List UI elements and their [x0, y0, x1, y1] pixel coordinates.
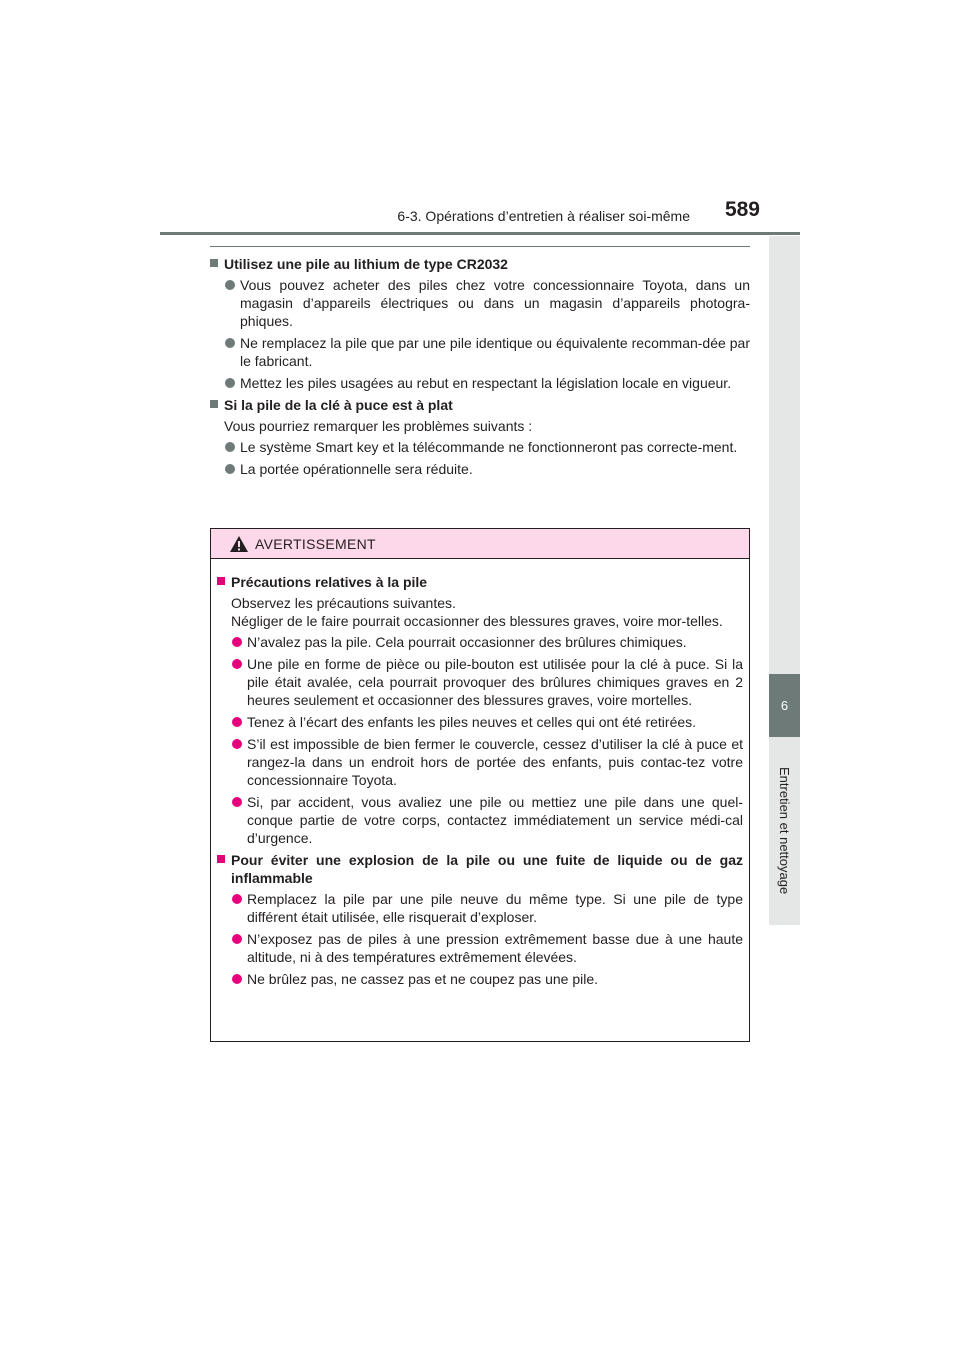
warning-box [210, 528, 750, 1042]
bullet-dot-icon [232, 797, 242, 807]
warning-bullet-item: S’il est impossible de bien fermer le couvercle, cessez d’utiliser la clé à puce et rangez-la dans un endroit hors de portée des enfants, puis contac-tez votre concessionnaire Toyota. [231, 735, 743, 789]
bullet-dot-icon [232, 637, 242, 647]
bullet-item: Ne remplacez la pile que par une pile identique ou équivalente recomman-dée par le fabricant. [224, 334, 750, 370]
square-bullet-icon [217, 577, 225, 585]
bullet-dot-icon [232, 894, 242, 904]
warning-bullet-item: Ne brûlez pas, ne cassez pas et ne coupez pas une pile. [231, 970, 743, 988]
warning-bullet-item: Une pile en forme de pièce ou pile-bouton est utilisée pour la clé à puce. Si la pile était avalée, cela pourrait provoquer des brûlures chimiques graves en 2 heures seulement et occasionner des blessures graves, voire mortelles. [231, 655, 743, 709]
bullet-dot-icon [225, 378, 235, 388]
warning-bullet-item: Remplacez la pile par une pile neuve du même type. Si une pile de type différent était utilisée, elle risquerait d’exploser. [231, 890, 743, 926]
bullet-item: Mettez les piles usagées au rebut en respectant la législation locale en vigueur. [224, 374, 750, 392]
warning-intro-line: Négliger de le faire pourrait occasionner des blessures graves, voire mor-telles. [231, 613, 723, 629]
bullet-dot-icon [225, 280, 235, 290]
warning-intro-line: Observez les précautions suivantes. [231, 595, 456, 611]
bullet-item: Le système Smart key et la télécommande ne fonctionneront pas correcte-ment. [224, 438, 750, 456]
bullet-dot-icon [232, 934, 242, 944]
content-top-rule [210, 246, 750, 247]
section-header-title: 6-3. Opérations d’entretien à réaliser soi-même [397, 208, 690, 224]
bullet-item: La portée opérationnelle sera réduite. [224, 460, 750, 478]
warning-section-explosion [217, 851, 743, 988]
warning-section-title: Précautions relatives à la pile [231, 574, 428, 590]
side-tab-upper [769, 236, 800, 674]
warning-body [211, 559, 749, 988]
square-bullet-icon [210, 259, 218, 267]
chapter-number-tab: 6 [769, 674, 800, 737]
section-title: Si la pile de la clé à puce est à plat [224, 397, 453, 413]
square-bullet-icon [210, 400, 218, 408]
warning-bullet-item: N’exposez pas de piles à une pression extrêmement basse due à une haute altitude, ni à des températures extrêmement élevées. [231, 930, 743, 966]
section-intro: Vous pourriez remarquer les problèmes suivants : [224, 418, 533, 434]
main-content [210, 255, 750, 482]
bullet-dot-icon [225, 338, 235, 348]
section-title: Utilisez une pile au lithium de type CR2032 [224, 256, 508, 272]
section-battery-type [210, 255, 750, 392]
warning-section-precautions [217, 573, 743, 847]
page-number: 589 [724, 198, 760, 221]
bullet-dot-icon [225, 464, 235, 474]
header-rule [160, 232, 800, 235]
section-battery-flat [210, 396, 750, 478]
bullet-dot-icon [225, 442, 235, 452]
bullet-dot-icon [232, 659, 242, 669]
warning-label: AVERTISSEMENT [255, 536, 376, 552]
warning-bullet-item: Tenez à l’écart des enfants les piles neuves et celles qui ont été retirées. [231, 713, 743, 731]
chapter-title: Entretien et nettoyage [777, 767, 792, 895]
bullet-dot-icon [232, 717, 242, 727]
bullet-dot-icon [232, 974, 242, 984]
warning-section-title: Pour éviter une explosion de la pile ou une fuite de liquide ou de gaz inflammable [231, 852, 743, 886]
warning-header [211, 529, 749, 559]
chapter-title-tab [769, 737, 800, 925]
warning-triangle-icon [229, 535, 249, 553]
bullet-dot-icon [232, 739, 242, 749]
warning-bullet-item: Si, par accident, vous avaliez une pile ou mettiez une pile dans une quel-conque partie de votre corps, contactez immédiatement un service médi-cal d’urgence. [231, 793, 743, 847]
square-bullet-icon [217, 855, 225, 863]
bullet-item: Vous pouvez acheter des piles chez votre concessionnaire Toyota, dans un magasin d’appareils électriques ou dans un magasin d’appareils photogra-phiques. [224, 276, 750, 330]
warning-bullet-item: N’avalez pas la pile. Cela pourrait occasionner des brûlures chimiques. [231, 633, 743, 651]
